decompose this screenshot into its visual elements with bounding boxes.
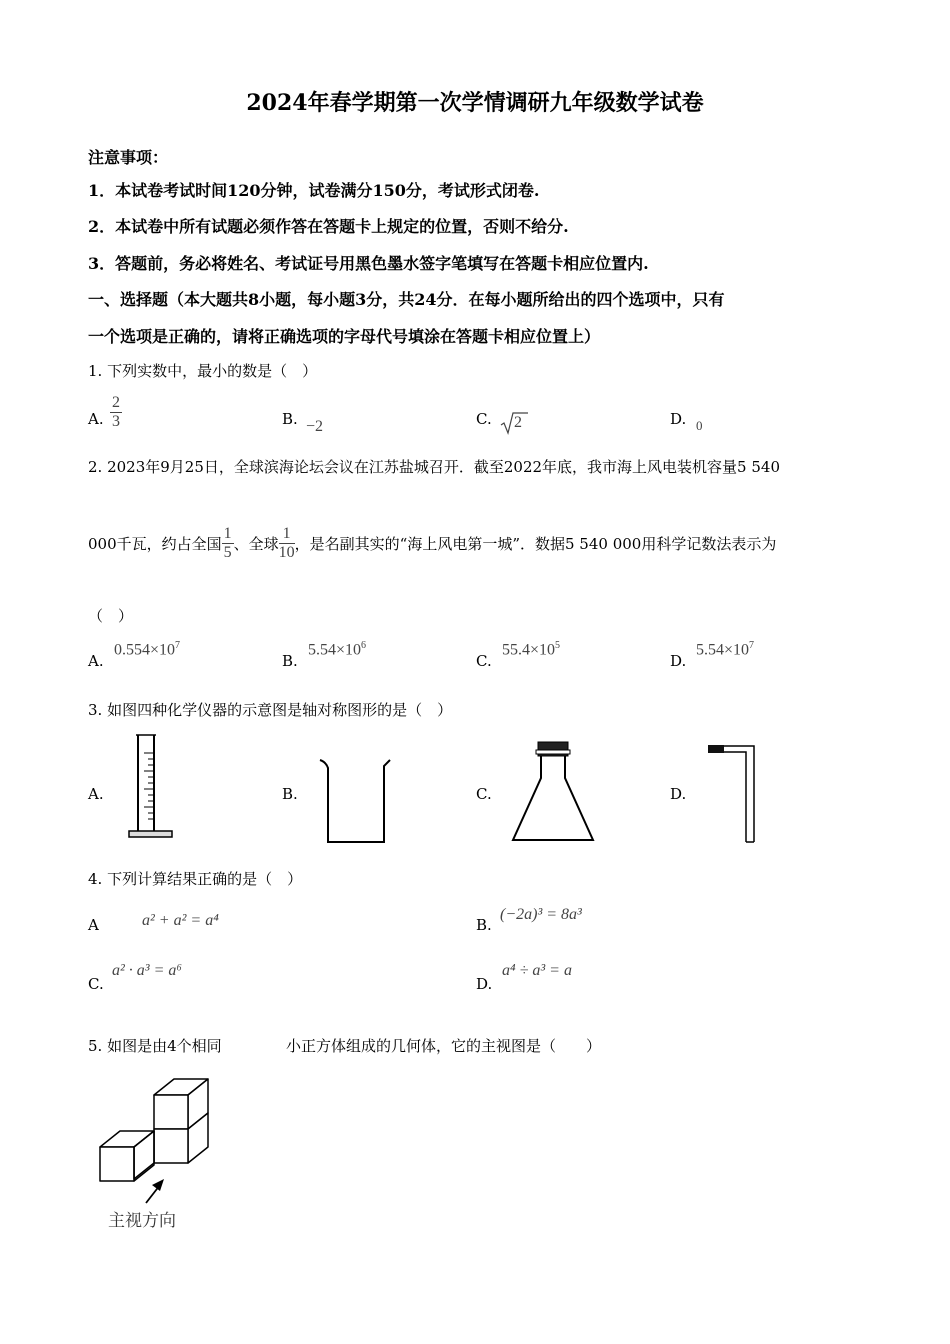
q2-d-exp: 7 [749,640,755,651]
q4-option-a-label: A [88,916,99,934]
q1-option-b-label: B. [282,410,298,428]
q1-option-c [500,410,530,436]
q2-line2-part3: ，是名副其实的“海上风电第一城”．数据5 540 000用科学记数法表示为 [294,535,777,553]
q2-a-exp: 7 [175,640,181,651]
page-title: 2024年春学期第一次学情调研九年级数学试卷 [246,90,704,116]
q2-line2-part2: 、全球 [233,535,279,553]
q2-f1-denominator: 5 [223,544,232,561]
q2-option-a [114,640,180,659]
q2-option-d [696,640,754,659]
q2-c-base: 55.4×10 [502,641,556,659]
q5-stem-part2: 小正方体组成的几何体，它的主视图是（ ） [286,1037,602,1055]
q2-line2 [88,525,776,562]
q2-f2-numerator: 1 [279,525,295,544]
q2-fraction-one-tenth [279,525,295,562]
q1-a-denominator: 3 [112,413,120,430]
q2-option-c-label: C. [476,652,492,670]
q2-option-a-label: A. [88,652,104,670]
q2-option-b [308,640,366,659]
q1-option-c-label: C. [476,410,492,428]
q2-line2-part1: 000千瓦，约占全国 [88,535,222,553]
q2-d-base: 5.54×10 [696,641,750,659]
q4-option-d-label: D. [476,975,493,993]
q5-stem-part1: 5. 如图是由4个相同 [88,1037,222,1055]
q1-c-radicand: 2 [514,414,522,431]
q1-stem: 1. 下列实数中，最小的数是（ ） [88,362,318,380]
q4-option-c-label: C. [88,975,104,993]
q2-b-base: 5.54×10 [308,641,362,659]
notice-item-3: 3．答题前，务必将姓名、考试证号用黑色墨水签字笔填写在答题卡相应位置内. [88,254,649,273]
q2-c-exp: 5 [555,640,561,651]
q1-option-d-value: 0 [696,418,703,433]
bent-tube-icon [704,740,760,844]
q4-option-b-label: B. [476,916,492,934]
q2-f1-numerator: 1 [223,525,232,542]
q2-b-exp: 6 [361,640,367,651]
q4-stem: 4. 下列计算结果正确的是（ ） [88,870,303,888]
q1-a-numerator: 2 [112,394,120,411]
notice-item-1: 1．本试卷考试时间120分钟，试卷满分150分，考试形式闭卷. [88,181,540,200]
q2-fraction-one-fifth [222,525,234,562]
beaker-icon [318,756,394,846]
q2-f2-denominator: 10 [278,544,295,561]
q2-line1: 2. 2023年9月25日，全球滨海论坛会议在江苏盐城召开．截至2022年底，我市海上风电装机容量5 540 [88,458,781,476]
section1-line1: 一、选择题（本大题共8小题，每小题3分，共24分．在每小题所给出的四个选项中，只有 [88,290,725,309]
q4-option-b-expression: (−2a)³ = 8a³ [500,906,582,923]
section1-line2: 一个选项是正确的，请将正确选项的字母代号填涂在答题卡相应位置上） [88,327,601,346]
q2-option-d-label: D. [670,652,687,670]
q2-option-c [502,640,560,659]
q3-stem: 3. 如图四种化学仪器的示意图是轴对称图形的是（ ） [88,701,453,719]
view-direction-label: 主视方向 [108,1211,176,1231]
q1-option-a-label: A. [88,410,104,428]
q4-option-a-expression: a² + a² = a⁴ [142,912,219,929]
q3-option-b-label: B. [282,785,298,803]
q1-option-d-label: D. [670,410,687,428]
q2-a-base: 0.554×10 [114,641,176,659]
q1-option-b-value: −2 [306,418,324,435]
q3-option-a-label: A. [88,785,104,803]
q2-answer-paren: （ ） [88,607,134,625]
stacked-cubes-figure [96,1075,226,1210]
conical-flask-icon [508,738,598,846]
graduated-cylinder-icon [126,731,176,843]
notice-heading: 注意事项： [88,148,169,167]
q3-option-d-label: D. [670,785,687,803]
q4-option-d-expression: a⁴ ÷ a³ = a [502,962,572,979]
q4-option-c-expression: a² · a³ = a⁶ [112,962,182,979]
q3-option-c-label: C. [476,785,492,803]
q1-option-a [110,394,122,431]
notice-item-2: 2．本试卷中所有试题必须作答在答题卡上规定的位置，否则不给分. [88,217,569,236]
q2-option-b-label: B. [282,652,298,670]
